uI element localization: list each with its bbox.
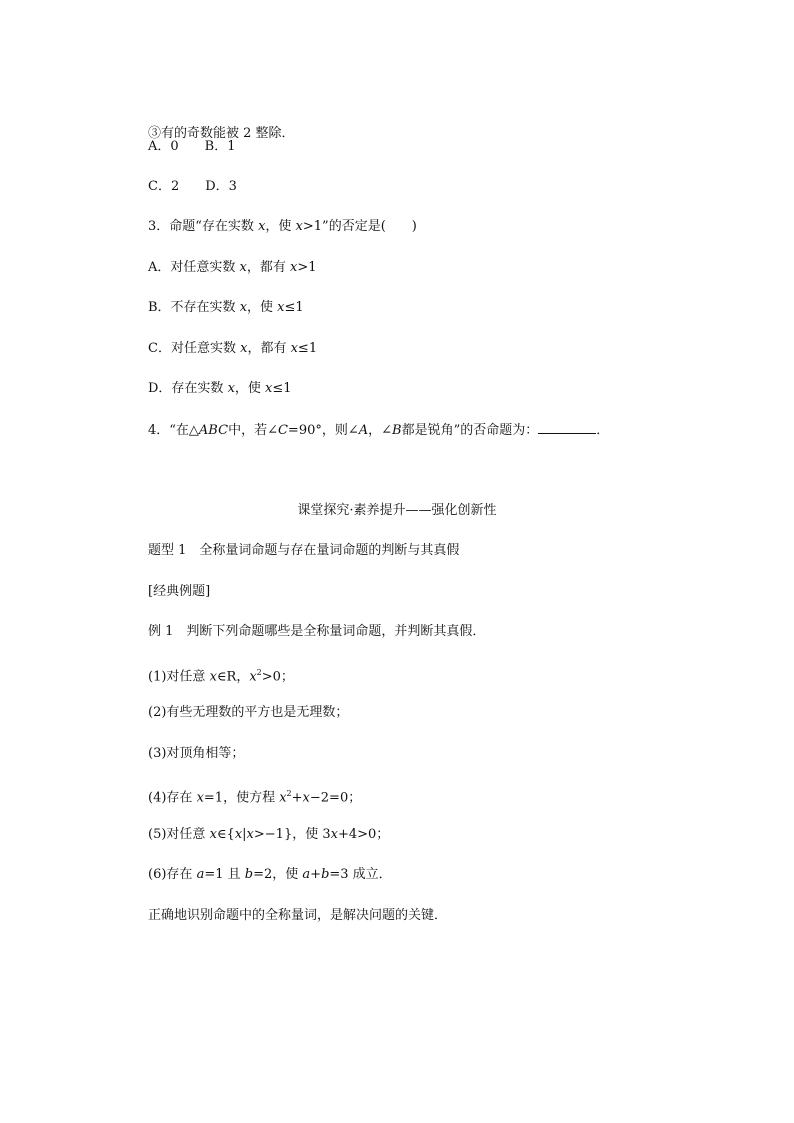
var-x: x <box>279 790 287 806</box>
var-x: x <box>277 300 285 315</box>
var-x: x <box>239 260 247 275</box>
example-item-5 <box>148 826 389 844</box>
option-text: ，都有 <box>247 341 291 356</box>
var-x: x <box>258 219 266 234</box>
option-text: A．对任意实数 <box>148 260 240 275</box>
item-text: −2=0； <box>309 790 362 806</box>
q4-text: ，∠ <box>368 423 393 438</box>
q4-text: 中，若∠ <box>228 423 278 438</box>
var-abc: ABC <box>198 423 229 438</box>
item-text: >0； <box>261 669 294 685</box>
example-item-6 <box>148 866 392 884</box>
item-text: =1 且 <box>204 867 245 882</box>
q2-item3: ③有的奇数能被 2 整除． <box>148 126 295 141</box>
var-x: x <box>234 827 243 842</box>
option-text: ≤1 <box>297 341 318 356</box>
item-text: (4)存在 <box>148 790 197 806</box>
var-b: b <box>321 867 330 882</box>
item-text: + <box>310 867 322 882</box>
var-x: x <box>295 219 303 234</box>
option-b: B．1 <box>204 139 236 154</box>
q3-stem-text: >1”的否定是( ) <box>302 219 417 234</box>
option-text: ≤1 <box>272 381 292 396</box>
classic-label: [经典例题] <box>148 584 211 599</box>
q4-text: ． <box>596 423 610 438</box>
item-text: =2，使 <box>253 867 303 882</box>
var-x: x <box>265 381 273 396</box>
var-b: b <box>244 867 254 882</box>
option-text: B．不存在实数 <box>148 300 240 315</box>
q4-text: 4．“在△ <box>148 423 199 438</box>
var-x: x <box>209 669 217 685</box>
example-item-1 <box>148 664 294 686</box>
var-c: C <box>277 423 288 438</box>
var-x: x <box>302 790 310 806</box>
option-text: >1 <box>297 260 317 275</box>
section-title: 课堂探究·素养提升——强化创新性 <box>297 503 497 518</box>
option-text: D．存在实数 <box>148 381 228 396</box>
q3-option-b <box>148 299 304 317</box>
example1-stem: 例 1 判断下列命题哪些是全称量词命题，并判断其真假． <box>148 624 486 639</box>
q3-option-c <box>148 340 317 358</box>
q4-stem <box>148 421 609 440</box>
item-text: >−1}，使 3 <box>253 827 331 842</box>
var-x: x <box>227 381 235 396</box>
q3-stem <box>148 218 417 236</box>
answer-blank[interactable] <box>538 421 596 434</box>
option-c: C．2 <box>148 179 180 194</box>
item-text: | <box>242 827 247 842</box>
exponent: 2 <box>286 789 292 798</box>
option-d: D．3 <box>205 179 237 194</box>
item-text: =3 成立． <box>329 867 392 882</box>
option-text: ，使 <box>234 381 266 396</box>
var-x: x <box>239 300 248 315</box>
q3-option-d <box>148 380 292 398</box>
var-x: x <box>196 790 204 806</box>
var-x: x <box>240 341 248 356</box>
item-text: +4>0； <box>337 827 390 842</box>
conclusion: 正确地识别命题中的全称量词，是解决问题的关键． <box>148 908 448 923</box>
var-x: x <box>246 827 254 842</box>
var-a: a <box>302 867 311 882</box>
example-item-3: (3)对顶角相等； <box>148 746 245 761</box>
item-text: + <box>291 790 303 806</box>
example-item-2: (2)有些无理数的平方也是无理数； <box>148 705 349 720</box>
option-text: ，都有 <box>246 260 291 275</box>
item-text: (1)对任意 <box>148 669 210 685</box>
type1-title: 题型 1 全称量词命题与存在量词命题的判断与其真假 <box>148 543 460 558</box>
var-x: x <box>330 827 338 842</box>
option-text: ≤1 <box>284 300 304 315</box>
option-text: ，使 <box>247 300 278 315</box>
q4-text: =90°，则∠ <box>287 423 359 438</box>
item-text: ∈R， <box>216 669 250 685</box>
q3-option-a <box>148 259 317 277</box>
var-a: a <box>196 867 205 882</box>
q2-options-cd <box>148 178 237 196</box>
var-x: x <box>290 341 298 356</box>
item-text: (5)对任意 <box>148 827 210 842</box>
example-item-4 <box>148 785 361 807</box>
q3-stem-text: 3．命题“存在实数 <box>148 219 259 234</box>
var-a: A <box>358 423 369 438</box>
var-x: x <box>249 669 257 685</box>
var-b: B <box>392 423 402 438</box>
option-a: A．0 <box>148 139 179 154</box>
exponent: 2 <box>256 668 262 677</box>
q4-text: 都是锐角”的否命题为： <box>401 423 539 438</box>
option-text: C．对任意实数 <box>148 341 241 356</box>
var-x: x <box>290 260 298 275</box>
var-x: x <box>209 827 217 842</box>
item-text: ∈{ <box>216 827 235 842</box>
q3-stem-text: ，使 <box>265 219 296 234</box>
item-text: (6)存在 <box>148 867 197 882</box>
item-text: =1，使方程 <box>203 790 280 806</box>
q2-options-ab <box>148 138 236 156</box>
